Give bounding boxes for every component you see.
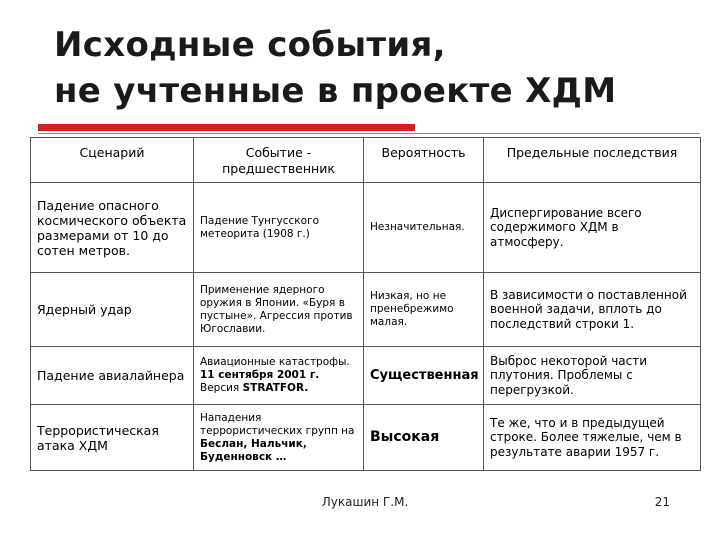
- precursor-text: Авиационные катастрофы.: [200, 356, 350, 368]
- cell-scenario: Террористическая атака ХДМ: [31, 405, 194, 471]
- cell-precursor: Применение ядерного оружия в Японии. «Буря в пустыне». Агрессия против Югославии.: [194, 273, 364, 347]
- slide-title-line1: Исходные события,: [54, 25, 446, 65]
- slide-title: [54, 22, 714, 114]
- cell-probability: Высокая: [364, 405, 484, 471]
- cell-scenario: Падение опасного космического объекта размерами от 10 до сотен метров.: [31, 183, 194, 273]
- header-probability: Вероятность: [364, 138, 484, 183]
- cell-consequences: Те же, что и в предыдущей строке. Более тяжелые, чем в результате аварии 1957 г.: [484, 405, 701, 471]
- cell-consequences: Выброс некоторой части плутония. Проблемы с перегрузкой.: [484, 347, 701, 405]
- cell-probability: Низкая, но не пренебрежимо малая.: [364, 273, 484, 347]
- table-row: [31, 347, 701, 405]
- header-precursor: Событие - предшественник: [194, 138, 364, 183]
- header-consequences: Предельные последствия: [484, 138, 701, 183]
- cell-consequences: В зависимости о поставленной военной задачи, вплоть до последствий строки 1.: [484, 273, 701, 347]
- cell-scenario: Падение авиалайнера: [31, 347, 194, 405]
- events-table: [30, 137, 701, 471]
- cell-consequences: Диспергирование всего содержимого ХДМ в атмосферу.: [484, 183, 701, 273]
- cell-probability: Незначительная.: [364, 183, 484, 273]
- table-row: [31, 405, 701, 471]
- cell-precursor: [194, 405, 364, 471]
- header-scenario: Сценарий: [31, 138, 194, 183]
- precursor-highlight: Беслан, Нальчик, Буденновск …: [200, 437, 307, 463]
- title-underline: [38, 133, 700, 134]
- table-row: [31, 183, 701, 273]
- cell-probability: Существенная: [364, 347, 484, 405]
- title-accent-bar: [38, 124, 415, 131]
- cell-precursor: Падение Тунгусского метеорита (1908 г.): [194, 183, 364, 273]
- cell-precursor: [194, 347, 364, 405]
- slide-title-line2: не учтенные в проекте ХДМ: [54, 71, 617, 111]
- precursor-text: Нападения террористических групп на: [200, 411, 355, 437]
- footer-author: Лукашин Г.М.: [321, 495, 409, 509]
- precursor-highlight: 11 сентября 2001 г.: [200, 369, 320, 381]
- table-row: [31, 273, 701, 347]
- precursor-prefix: Версия: [200, 382, 243, 394]
- cell-scenario: Ядерный удар: [31, 273, 194, 347]
- page-number: 21: [654, 495, 670, 509]
- table-header-row: [31, 138, 701, 183]
- precursor-highlight-2: STRATFOR.: [242, 382, 309, 394]
